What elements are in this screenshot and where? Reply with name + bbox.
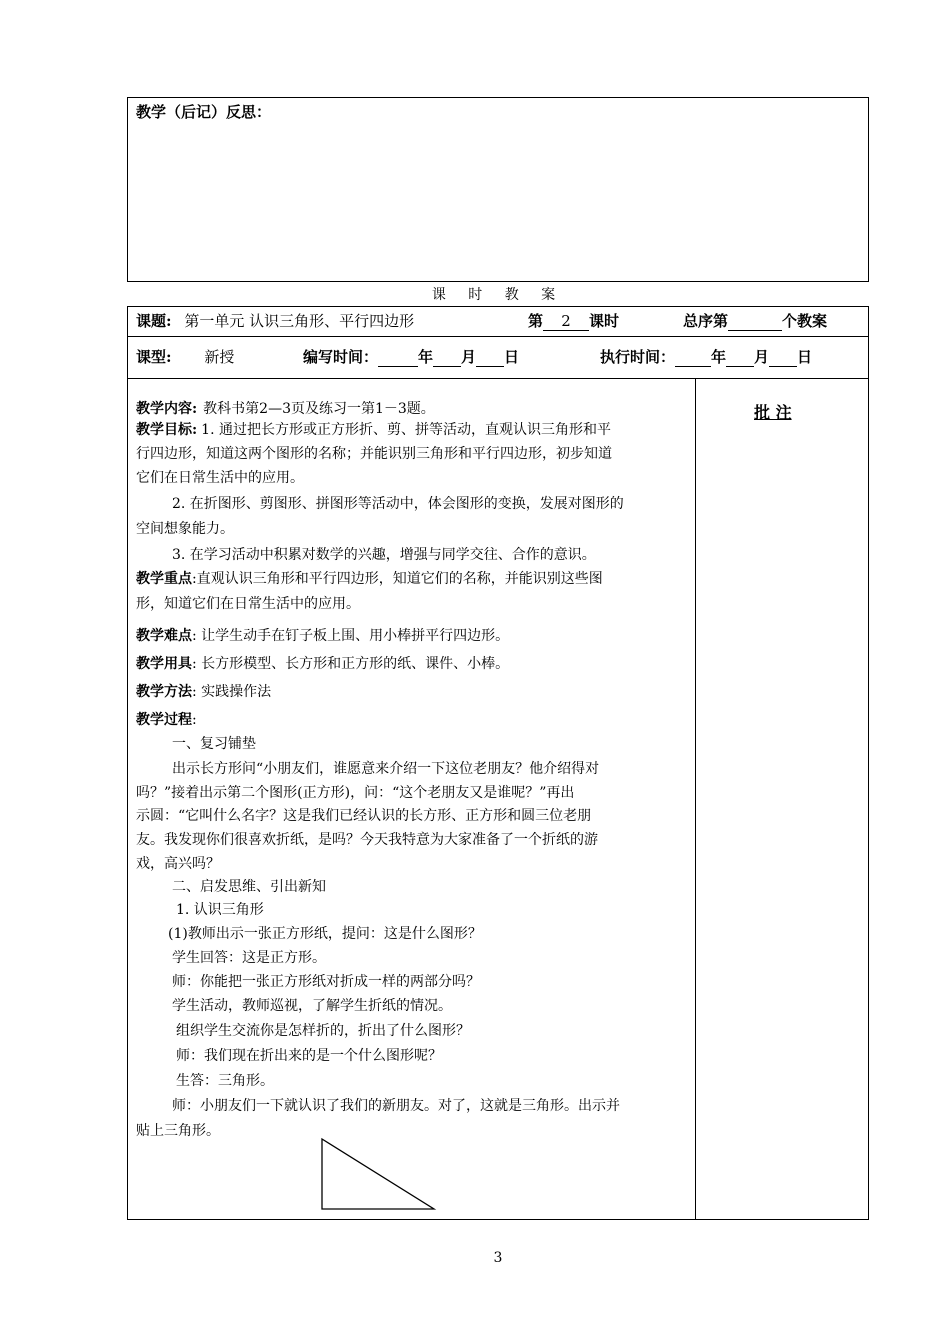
method-line <box>136 682 271 702</box>
tools-line <box>136 654 509 674</box>
process-text: 组织学生交流你是怎样折的，折出了什么图形？ <box>176 1023 470 1039</box>
goal-line: 2. 在折图形、剪图形、拼图形等活动中，体会图形的变换，发展对图形的 <box>172 496 624 512</box>
process-text: 师：你能把一张正方形纸对折成一样的两部分吗？ <box>172 974 480 990</box>
difficulty-label: 教学难点 <box>136 628 192 644</box>
goal-line: 空间想象能力。 <box>136 521 234 537</box>
exec-label: 执行时间： <box>600 348 676 366</box>
written-day-blank <box>476 348 504 367</box>
type-value: 新授 <box>204 348 235 366</box>
topic-label: 课题: <box>136 312 172 330</box>
process-text: 1. 认识三角形 <box>176 902 264 918</box>
content-line <box>136 399 435 419</box>
goal-line: 行四边形，知道这两个图形的名称；并能识别三角形和平行四边形，初步知道 <box>136 446 612 462</box>
process-text: 贴上三角形。 <box>136 1123 220 1139</box>
method-text: : 实践操作法 <box>192 684 272 700</box>
process-line <box>136 710 197 730</box>
process-text: 戏，高兴吗？ <box>136 856 220 872</box>
exec-time-group <box>600 346 812 368</box>
goal-line <box>136 420 611 440</box>
lesson-suffix: 课时 <box>589 312 620 330</box>
type-label: 课型: <box>136 348 172 366</box>
written-year-blank <box>378 348 418 367</box>
method-label: 教学方法 <box>136 684 192 700</box>
exec-day-blank <box>769 348 797 367</box>
year-label: 年 <box>418 348 434 366</box>
lesson-plan-caption: 课 时 教 案 <box>431 287 565 303</box>
goal-line: 3. 在学习活动中积累对数学的兴趣，增强与同学交往、合作的意识。 <box>172 547 596 563</box>
difficulty-text: : 让学生动手在钉子板上围、用小棒拼平行四边形。 <box>192 628 510 644</box>
process-colon: : <box>192 712 197 728</box>
process-text: 师：小朋友们一下就认识了我们的新朋友。对了，这就是三角形。出示并 <box>172 1098 620 1114</box>
month-label: 月 <box>461 348 477 366</box>
header-row-topic <box>136 310 414 332</box>
process-text: (1)教师出示一张正方形纸，提问：这是什么图形？ <box>168 926 482 942</box>
total-suffix: 个教案 <box>782 312 828 330</box>
written-time-group <box>303 346 519 368</box>
goal-line: 它们在日常生活中的应用。 <box>136 470 304 486</box>
tools-label: 教学用具 <box>136 656 192 672</box>
content-label: 教学内容: <box>136 401 198 417</box>
day-label: 日 <box>504 348 520 366</box>
right-triangle-figure <box>316 1133 440 1213</box>
header-row-type <box>136 346 234 368</box>
written-label: 编写时间： <box>303 348 379 366</box>
reflection-box <box>127 97 869 282</box>
column-divider <box>695 378 696 1220</box>
key-text: :直观认识三角形和平行四边形，知道它们的名称，并能识别这些图 <box>192 571 603 587</box>
exec-month-blank <box>726 348 754 367</box>
process-text: 一、复习铺垫 <box>172 736 256 752</box>
total-sequence-group <box>683 310 827 332</box>
year-label: 年 <box>711 348 727 366</box>
process-text: 吗？”接着出示第二个图形(正方形)，问：“这个老朋友又是谁呢？”再出 <box>136 785 575 801</box>
page-number: 3 <box>493 1250 503 1266</box>
process-text: 生答：三角形。 <box>176 1073 274 1089</box>
row-divider <box>127 336 869 337</box>
total-sequence-blank <box>728 312 782 331</box>
topic-value: 第一单元 认识三角形、平行四边形 <box>184 312 415 330</box>
process-text: 示圆：“它叫什么名字？这是我们已经认识的长方形、正方形和圆三位老朋 <box>136 808 592 824</box>
total-prefix: 总序第 <box>683 312 729 330</box>
process-text: 友。我发现你们很喜欢折纸，是吗？今天我特意为大家准备了一个折纸的游 <box>136 832 598 848</box>
process-text: 师：我们现在折出来的是一个什么图形呢？ <box>176 1048 442 1064</box>
key-label: 教学重点 <box>136 571 192 587</box>
reflection-title: 教学（后记）反思： <box>136 103 272 121</box>
written-month-blank <box>433 348 461 367</box>
goal-label: 教学目标: <box>136 422 198 438</box>
month-label: 月 <box>754 348 770 366</box>
process-label: 教学过程 <box>136 712 192 728</box>
key-line: 形，知道它们在日常生活中的应用。 <box>136 596 360 612</box>
content-text: 教科书第2—3页及练习一第1－3题。 <box>203 401 435 417</box>
process-text: 学生活动，教师巡视，了解学生折纸的情况。 <box>172 998 452 1014</box>
lesson-number-group <box>528 310 619 332</box>
process-text: 出示长方形问“小朋友们，谁愿意来介绍一下这位老朋友？他介绍得对 <box>172 761 600 777</box>
tools-text: : 长方形模型、长方形和正方形的纸、课件、小棒。 <box>192 656 510 672</box>
annotation-title: 批 注 <box>754 403 792 422</box>
lesson-prefix: 第 <box>528 312 544 330</box>
row-divider <box>127 378 869 379</box>
difficulty-line <box>136 626 509 646</box>
process-text: 二、启发思维、引出新知 <box>172 879 326 895</box>
day-label: 日 <box>797 348 813 366</box>
key-line <box>136 569 603 589</box>
exec-year-blank <box>675 348 711 367</box>
lesson-number: 2 <box>543 312 589 331</box>
process-text: 学生回答：这是正方形。 <box>172 950 326 966</box>
goal-text: 1. 通过把长方形或正方形折、剪、拼等活动，直观认识三角形和平 <box>201 422 611 438</box>
